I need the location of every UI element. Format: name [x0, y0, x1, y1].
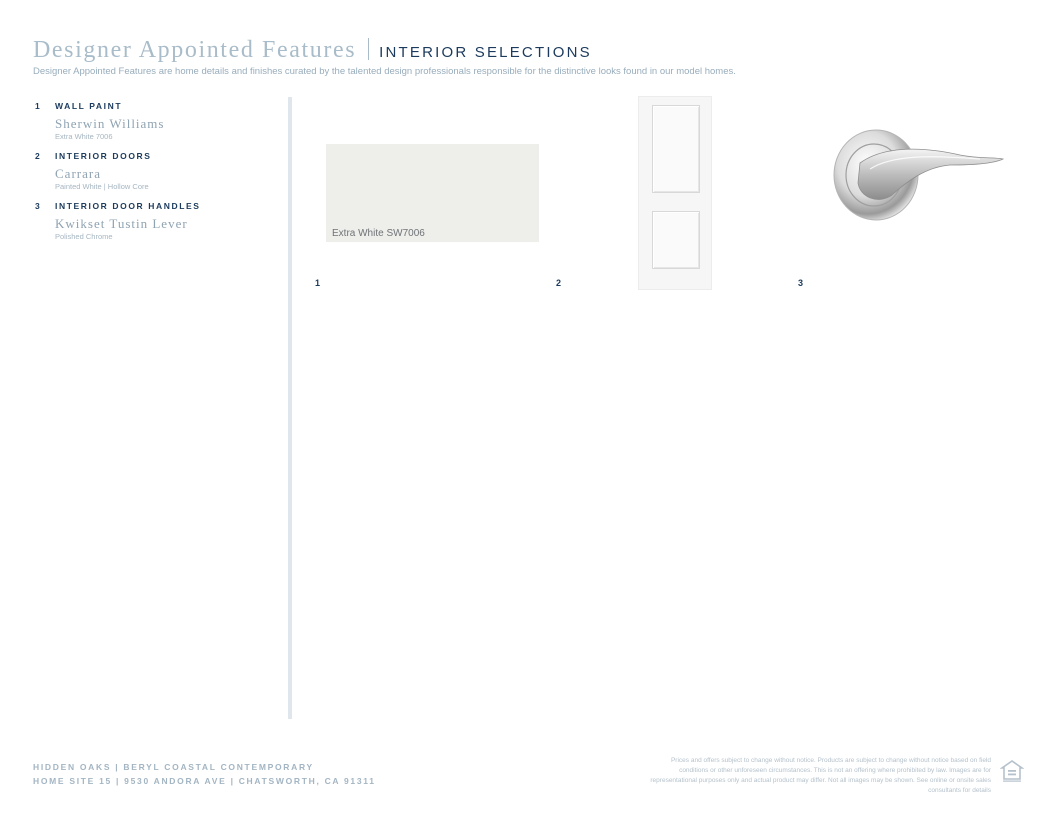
selection-name: Kwikset Tustin Lever: [55, 216, 188, 231]
figure-number: 3: [798, 278, 804, 288]
figure-number: 2: [556, 278, 562, 288]
page-header: [33, 35, 592, 64]
door-panel-lower: [652, 211, 700, 269]
selection-name: Sherwin Williams: [55, 116, 165, 131]
selection-number: 2: [35, 151, 40, 161]
swatch-label: Extra White SW7006: [332, 228, 425, 239]
figure-number: 1: [315, 278, 321, 288]
selection-category: INTERIOR DOOR HANDLES: [55, 201, 201, 211]
door-image: [638, 96, 712, 290]
page-subtitle: Designer Appointed Features are home details and finishes curated by the talented design professionals responsible for the distinctive looks found in our model homes.: [33, 66, 736, 77]
selections-list: [35, 100, 275, 250]
page-title: Designer Appointed Features: [33, 37, 357, 63]
title-divider: [368, 38, 369, 60]
legal-disclaimer: Prices and offers subject to change without notice. Products are subject to change without notice based on field conditions or other unforeseen circumstances. This is not an offering where prohibited by law. Images are for representational purposes only and actual product may differ. Not all images may be shown. See online or onsite sales consultants for details: [650, 757, 991, 794]
selection-detail: Polished Chrome: [55, 232, 113, 241]
door-handle-image: [830, 125, 1005, 225]
footer-address: [33, 760, 376, 788]
selection-wall-paint: [35, 100, 275, 142]
selection-category: WALL PAINT: [55, 101, 123, 111]
selection-category: INTERIOR DOORS: [55, 151, 152, 161]
door-panel-upper: [652, 105, 700, 193]
selection-name: Carrara: [55, 166, 101, 181]
selection-detail: Extra White 7006: [55, 132, 113, 141]
selection-interior-doors: [35, 150, 275, 192]
selection-number: 3: [35, 201, 40, 211]
paint-swatch: [326, 144, 539, 242]
selection-number: 1: [35, 101, 40, 111]
footer-community: HIDDEN OAKS | BERYL COASTAL CONTEMPORARY: [33, 762, 314, 772]
equal-housing-opportunity-icon: [1000, 759, 1024, 783]
selection-detail: Painted White | Hollow Core: [55, 182, 149, 191]
section-title: INTERIOR SELECTIONS: [379, 44, 592, 61]
selection-door-handles: [35, 200, 275, 242]
vertical-divider: [288, 97, 292, 719]
footer-home-site: HOME SITE 15 | 9530 ANDORA AVE | CHATSWORTH, CA 91311: [33, 776, 376, 786]
